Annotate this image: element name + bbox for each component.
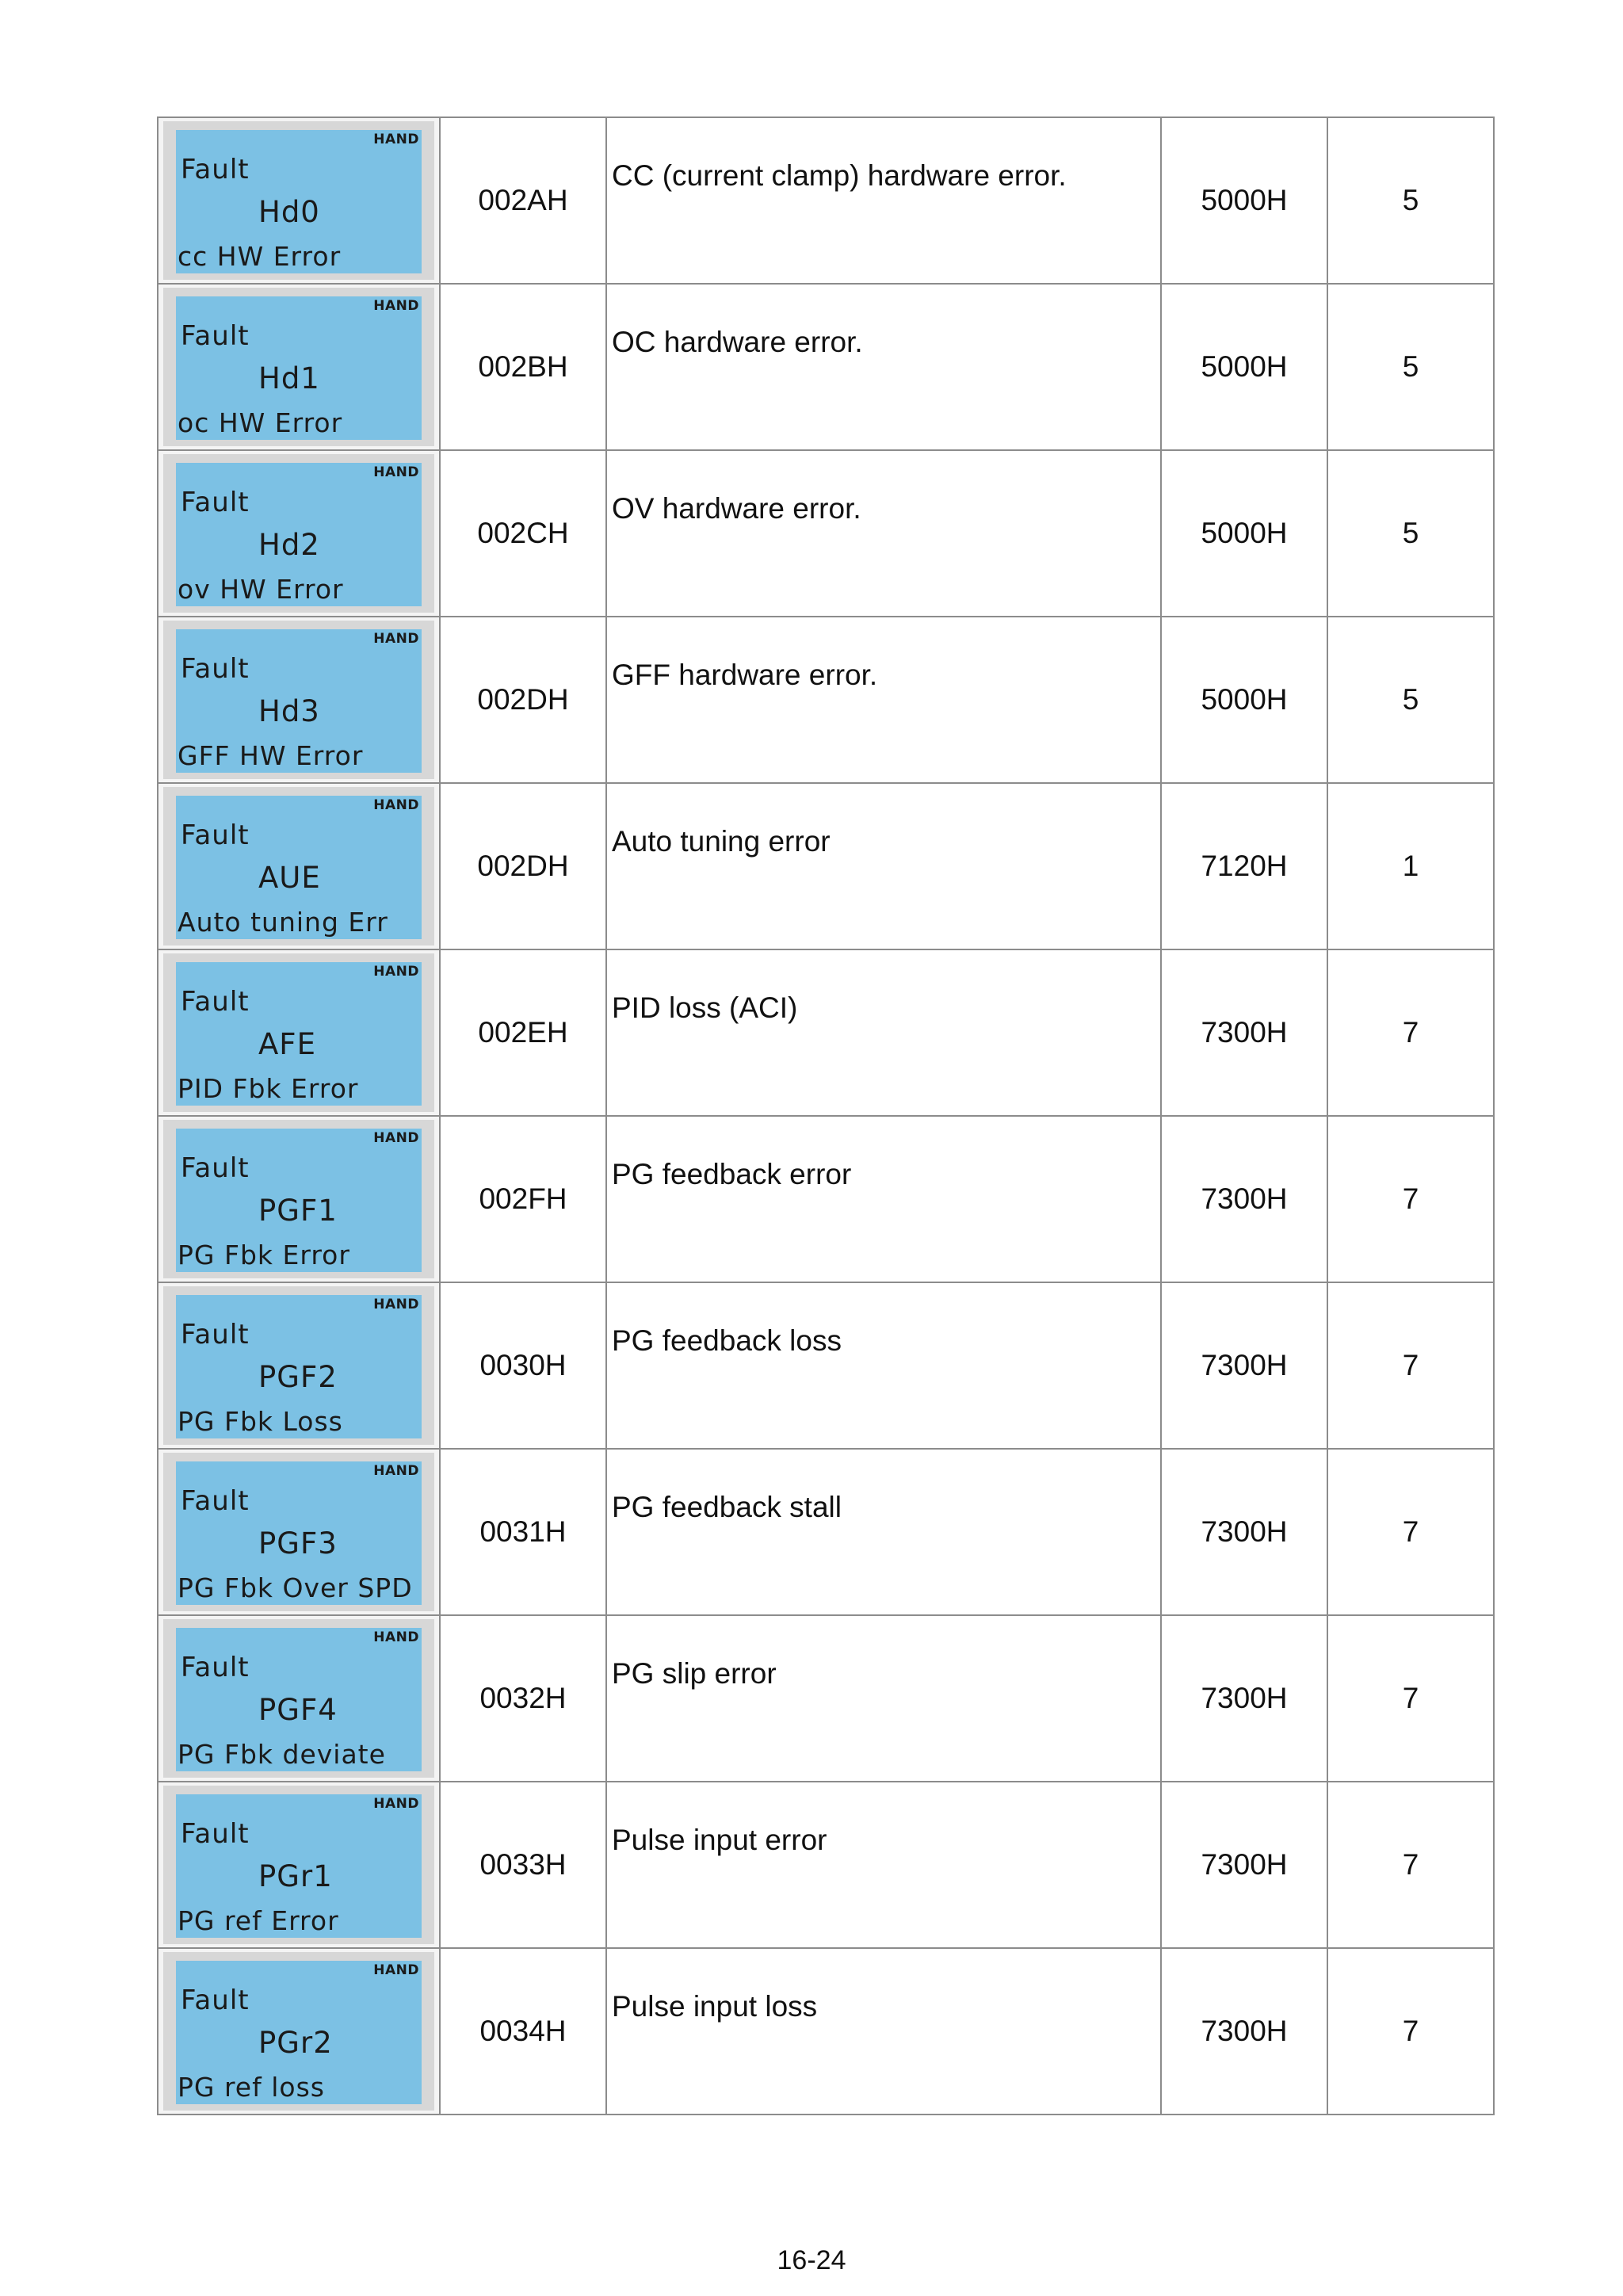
- hand-mode-badge: HAND: [373, 964, 419, 980]
- error-code-hex-cell: 7300H: [1161, 1615, 1327, 1782]
- error-code-hex-cell: 7300H: [1161, 1948, 1327, 2115]
- lcd-screen: [176, 130, 422, 273]
- hand-mode-badge: HAND: [373, 1130, 419, 1146]
- lcd-screen: [176, 796, 422, 939]
- hand-mode-badge: HAND: [373, 1962, 419, 1978]
- fault-code-cell: 002DH: [440, 783, 606, 949]
- lcd-cell: [158, 783, 440, 949]
- error-number-cell: 1: [1327, 783, 1494, 949]
- error-number-cell: 5: [1327, 617, 1494, 783]
- lcd-screen: [176, 629, 422, 773]
- fault-code-cell: 002CH: [440, 450, 606, 617]
- lcd-fault-message: PID Fbk Error: [178, 1073, 359, 1104]
- description-cell: PID loss (ACI): [606, 949, 1161, 1116]
- lcd-title: Fault: [181, 154, 250, 185]
- table-row: [158, 284, 1494, 450]
- lcd-screen: [176, 1961, 422, 2104]
- lcd-cell: [158, 1116, 440, 1282]
- table-row: [158, 1282, 1494, 1449]
- lcd-fault-message: ov HW Error: [178, 574, 344, 605]
- lcd-fault-message: PG Fbk Loss: [178, 1406, 343, 1437]
- fault-code-cell: 0032H: [440, 1615, 606, 1782]
- lcd-title: Fault: [181, 1319, 250, 1350]
- description-cell: Pulse input loss: [606, 1948, 1161, 2115]
- table-row: [158, 1615, 1494, 1782]
- lcd-cell: [158, 1615, 440, 1782]
- lcd-fault-code: AUE: [258, 861, 321, 895]
- lcd-fault-code: PGF2: [258, 1360, 338, 1394]
- lcd-fault-code: PGF4: [258, 1693, 338, 1727]
- description-cell: Auto tuning error: [606, 783, 1161, 949]
- error-number-cell: 7: [1327, 1615, 1494, 1782]
- lcd-fault-message: PG Fbk deviate: [178, 1739, 386, 1770]
- lcd-title: Fault: [181, 986, 250, 1018]
- lcd-screen: [176, 962, 422, 1106]
- lcd-fault-code: PGr1: [258, 1859, 333, 1893]
- lcd-display-frame: [163, 121, 434, 280]
- lcd-display-frame: [163, 1786, 434, 1944]
- lcd-display-frame: [163, 288, 434, 446]
- hand-mode-badge: HAND: [373, 631, 419, 647]
- lcd-title: Fault: [181, 320, 250, 352]
- lcd-title: Fault: [181, 1485, 250, 1517]
- table-row: [158, 1782, 1494, 1948]
- lcd-cell: [158, 117, 440, 284]
- lcd-fault-code: PGF3: [258, 1526, 338, 1561]
- lcd-title: Fault: [181, 653, 250, 685]
- lcd-screen: [176, 1129, 422, 1272]
- fault-code-cell: 0030H: [440, 1282, 606, 1449]
- lcd-screen: [176, 1794, 422, 1938]
- error-code-hex-cell: 7300H: [1161, 1282, 1327, 1449]
- lcd-cell: [158, 1948, 440, 2115]
- lcd-display-frame: [163, 1619, 434, 1778]
- table-row: [158, 1449, 1494, 1615]
- fault-code-cell: 002AH: [440, 117, 606, 284]
- lcd-display-frame: [163, 1286, 434, 1445]
- fault-table-body: [158, 117, 1494, 2115]
- lcd-title: Fault: [181, 1985, 250, 2016]
- table-row: [158, 783, 1494, 949]
- lcd-display-frame: [163, 454, 434, 613]
- lcd-title: Fault: [181, 487, 250, 518]
- description-cell: GFF hardware error.: [606, 617, 1161, 783]
- error-number-cell: 7: [1327, 1782, 1494, 1948]
- table-row: [158, 949, 1494, 1116]
- lcd-title: Fault: [181, 1652, 250, 1683]
- lcd-fault-code: AFE: [258, 1027, 316, 1061]
- error-number-cell: 5: [1327, 117, 1494, 284]
- fault-code-cell: 002BH: [440, 284, 606, 450]
- description-cell: PG feedback error: [606, 1116, 1161, 1282]
- table-row: [158, 450, 1494, 617]
- lcd-title: Fault: [181, 819, 250, 851]
- error-code-hex-cell: 5000H: [1161, 617, 1327, 783]
- table-row: [158, 117, 1494, 284]
- error-code-hex-cell: 7120H: [1161, 783, 1327, 949]
- table-row: [158, 1116, 1494, 1282]
- lcd-display-frame: [163, 621, 434, 779]
- error-code-hex-cell: 7300H: [1161, 1449, 1327, 1615]
- lcd-fault-message: oc HW Error: [178, 407, 343, 438]
- lcd-fault-code: Hd3: [258, 694, 320, 728]
- lcd-display-frame: [163, 787, 434, 946]
- lcd-screen: [176, 296, 422, 440]
- error-code-hex-cell: 7300H: [1161, 949, 1327, 1116]
- lcd-cell: [158, 949, 440, 1116]
- fault-code-table: [157, 117, 1495, 2115]
- error-code-hex-cell: 5000H: [1161, 450, 1327, 617]
- lcd-fault-message: PG Fbk Over SPD: [178, 1572, 413, 1603]
- lcd-fault-message: GFF HW Error: [178, 740, 364, 771]
- lcd-title: Fault: [181, 1818, 250, 1850]
- description-cell: PG feedback loss: [606, 1282, 1161, 1449]
- lcd-cell: [158, 1782, 440, 1948]
- hand-mode-badge: HAND: [373, 132, 419, 147]
- fault-code-cell: 0031H: [440, 1449, 606, 1615]
- table-row: [158, 617, 1494, 783]
- lcd-display-frame: [163, 1453, 434, 1611]
- description-cell: CC (current clamp) hardware error.: [606, 117, 1161, 284]
- description-cell: OV hardware error.: [606, 450, 1161, 617]
- hand-mode-badge: HAND: [373, 1297, 419, 1312]
- fault-code-cell: 002FH: [440, 1116, 606, 1282]
- table-row: [158, 1948, 1494, 2115]
- lcd-display-frame: [163, 953, 434, 1112]
- fault-code-cell: 002EH: [440, 949, 606, 1116]
- error-code-hex-cell: 5000H: [1161, 284, 1327, 450]
- lcd-fault-code: PGF1: [258, 1194, 338, 1228]
- description-cell: PG slip error: [606, 1615, 1161, 1782]
- lcd-fault-message: PG ref Error: [178, 1905, 339, 1936]
- fault-code-cell: 0034H: [440, 1948, 606, 2115]
- error-number-cell: 7: [1327, 1282, 1494, 1449]
- hand-mode-badge: HAND: [373, 298, 419, 314]
- lcd-screen: [176, 1628, 422, 1771]
- lcd-fault-message: PG ref loss: [178, 2072, 325, 2103]
- error-code-hex-cell: 7300H: [1161, 1782, 1327, 1948]
- lcd-screen: [176, 463, 422, 606]
- error-number-cell: 5: [1327, 284, 1494, 450]
- error-number-cell: 7: [1327, 1948, 1494, 2115]
- lcd-fault-message: Auto tuning Err: [178, 907, 388, 938]
- lcd-cell: [158, 284, 440, 450]
- lcd-fault-message: cc HW Error: [178, 241, 342, 272]
- lcd-screen: [176, 1461, 422, 1605]
- lcd-fault-code: Hd2: [258, 528, 320, 562]
- lcd-cell: [158, 1449, 440, 1615]
- lcd-screen: [176, 1295, 422, 1438]
- fault-code-cell: 002DH: [440, 617, 606, 783]
- hand-mode-badge: HAND: [373, 1463, 419, 1479]
- lcd-fault-code: PGr2: [258, 2026, 333, 2060]
- lcd-fault-code: Hd0: [258, 195, 320, 229]
- lcd-cell: [158, 1282, 440, 1449]
- hand-mode-badge: HAND: [373, 1629, 419, 1645]
- hand-mode-badge: HAND: [373, 1796, 419, 1812]
- description-cell: Pulse input error: [606, 1782, 1161, 1948]
- error-number-cell: 7: [1327, 949, 1494, 1116]
- error-code-hex-cell: 7300H: [1161, 1116, 1327, 1282]
- lcd-fault-message: PG Fbk Error: [178, 1240, 350, 1270]
- lcd-fault-code: Hd1: [258, 361, 320, 395]
- description-cell: PG feedback stall: [606, 1449, 1161, 1615]
- lcd-cell: [158, 617, 440, 783]
- description-cell: OC hardware error.: [606, 284, 1161, 450]
- error-code-hex-cell: 5000H: [1161, 117, 1327, 284]
- page-number: 16-24: [777, 2245, 846, 2275]
- error-number-cell: 7: [1327, 1116, 1494, 1282]
- fault-code-cell: 0033H: [440, 1782, 606, 1948]
- error-number-cell: 7: [1327, 1449, 1494, 1615]
- hand-mode-badge: HAND: [373, 464, 419, 480]
- lcd-display-frame: [163, 1952, 434, 2111]
- lcd-title: Fault: [181, 1152, 250, 1184]
- error-number-cell: 5: [1327, 450, 1494, 617]
- hand-mode-badge: HAND: [373, 797, 419, 813]
- lcd-cell: [158, 450, 440, 617]
- lcd-display-frame: [163, 1120, 434, 1278]
